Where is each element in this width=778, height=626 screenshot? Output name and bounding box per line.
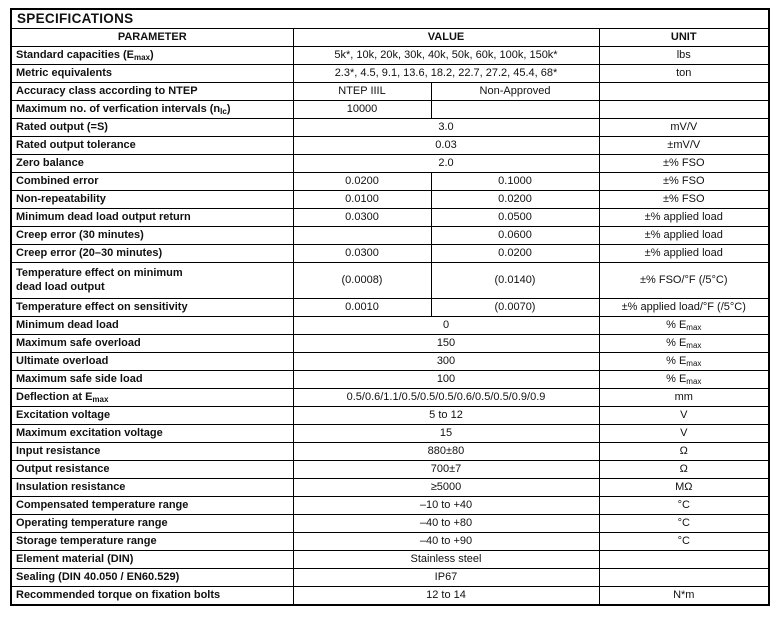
header-row (11, 29, 769, 47)
parameter-cell: Maximum excitation voltage (11, 425, 293, 443)
unit-cell (599, 569, 769, 587)
table-row (11, 335, 769, 353)
value-cell: 0.5/0.6/1.1/0.5/0.5/0.5/0.6/0.5/0.5/0.9/0.9 (293, 389, 599, 407)
parameter-cell: Sealing (DIN 40.050 / EN60.529) (11, 569, 293, 587)
value-cell: 700±7 (293, 461, 599, 479)
parameter-cell: Insulation resistance (11, 479, 293, 497)
value-cell: (0.0008) (293, 263, 431, 299)
parameter-cell: Excitation voltage (11, 407, 293, 425)
value-cell: 0.0200 (431, 245, 599, 263)
parameter-cell: Non-repeatability (11, 191, 293, 209)
table-row (11, 65, 769, 83)
spec-table-body (11, 47, 769, 606)
column-header-parameter: PARAMETER (11, 29, 293, 47)
parameter-cell: Ultimate overload (11, 353, 293, 371)
value-cell: IP67 (293, 569, 599, 587)
parameter-cell: Maximum no. of verfication intervals $(n_{lc})$ (11, 101, 293, 119)
unit-cell: ton (599, 65, 769, 83)
parameter-cell: Recommended torque on fixation bolts (11, 587, 293, 606)
value-cell: ≥5000 (293, 479, 599, 497)
table-row (11, 263, 769, 299)
value-cell: 0.0100 (293, 191, 431, 209)
unit-cell: MΩ (599, 479, 769, 497)
value-cell: 0.0200 (431, 191, 599, 209)
value-cell: 0 (293, 317, 599, 335)
parameter-cell: Minimum dead load (11, 317, 293, 335)
parameter-cell: Output resistance (11, 461, 293, 479)
parameter-cell: Accuracy class according to NTEP (11, 83, 293, 101)
value-cell: 150 (293, 335, 599, 353)
parameter-cell: Rated output (=S) (11, 119, 293, 137)
title-row (11, 9, 769, 29)
value-cell: –40 to +90 (293, 533, 599, 551)
table-row (11, 191, 769, 209)
parameter-cell: Minimum dead load output return (11, 209, 293, 227)
table-row (11, 209, 769, 227)
unit-cell: °C (599, 533, 769, 551)
value-cell: 0.0300 (293, 209, 431, 227)
table-row (11, 461, 769, 479)
value-cell: 0.0600 (431, 227, 599, 245)
table-row (11, 47, 769, 65)
unit-cell (599, 101, 769, 119)
parameter-cell: Maximum safe side load (11, 371, 293, 389)
value-cell (293, 227, 431, 245)
parameter-cell: Deflection at $E_{max}$ (11, 389, 293, 407)
table-row (11, 479, 769, 497)
table-row (11, 299, 769, 317)
unit-cell: % $E_{max}$ (599, 353, 769, 371)
column-header-unit: UNIT (599, 29, 769, 47)
table-row (11, 119, 769, 137)
table-row (11, 371, 769, 389)
parameter-cell: Operating temperature range (11, 515, 293, 533)
parameter-cell: Temperature effect on minimum dead load output (11, 263, 293, 299)
parameter-cell: Maximum safe overload (11, 335, 293, 353)
unit-cell: °C (599, 515, 769, 533)
unit-cell: % $E_{max}$ (599, 335, 769, 353)
table-row (11, 587, 769, 606)
value-cell: –40 to +80 (293, 515, 599, 533)
value-cell: 10000 (293, 101, 431, 119)
unit-cell: ±% FSO/°F (/5°C) (599, 263, 769, 299)
table-row (11, 551, 769, 569)
unit-cell: Ω (599, 461, 769, 479)
unit-cell: ±% applied load/°F (/5°C) (599, 299, 769, 317)
unit-cell: ±% FSO (599, 155, 769, 173)
value-cell: 0.0300 (293, 245, 431, 263)
specifications-table (10, 8, 770, 606)
value-cell: 5 to 12 (293, 407, 599, 425)
value-cell: 0.0200 (293, 173, 431, 191)
table-row (11, 443, 769, 461)
table-row (11, 227, 769, 245)
value-cell: –10 to +40 (293, 497, 599, 515)
value-cell: 880±80 (293, 443, 599, 461)
table-row (11, 497, 769, 515)
table-row (11, 245, 769, 263)
unit-cell: ±mV/V (599, 137, 769, 155)
parameter-cell: Zero balance (11, 155, 293, 173)
table-row (11, 83, 769, 101)
value-cell: 5k*, 10k, 20k, 30k, 40k, 50k, 60k, 100k, 150k* (293, 47, 599, 65)
parameter-cell: Compensated temperature range (11, 497, 293, 515)
parameter-cell: Rated output tolerance (11, 137, 293, 155)
unit-cell: lbs (599, 47, 769, 65)
unit-cell: °C (599, 497, 769, 515)
parameter-cell: Temperature effect on sensitivity (11, 299, 293, 317)
table-row (11, 425, 769, 443)
unit-cell: mm (599, 389, 769, 407)
unit-cell: V (599, 425, 769, 443)
unit-cell: mV/V (599, 119, 769, 137)
parameter-cell: Creep error (30 minutes) (11, 227, 293, 245)
value-cell: 100 (293, 371, 599, 389)
parameter-cell: Storage temperature range (11, 533, 293, 551)
value-cell: 15 (293, 425, 599, 443)
unit-cell: Ω (599, 443, 769, 461)
value-cell: (0.0140) (431, 263, 599, 299)
unit-cell: ±% applied load (599, 245, 769, 263)
table-row (11, 533, 769, 551)
table-title: SPECIFICATIONS (11, 9, 769, 29)
unit-cell: V (599, 407, 769, 425)
value-cell: 3.0 (293, 119, 599, 137)
value-cell: 300 (293, 353, 599, 371)
table-row (11, 155, 769, 173)
value-cell: 0.03 (293, 137, 599, 155)
value-cell: 2.0 (293, 155, 599, 173)
value-cell: NTEP IIIL (293, 83, 431, 101)
unit-cell: ±% FSO (599, 191, 769, 209)
parameter-cell: Input resistance (11, 443, 293, 461)
unit-cell: % $E_{max}$ (599, 371, 769, 389)
value-cell: 0.0010 (293, 299, 431, 317)
unit-cell: ±% applied load (599, 227, 769, 245)
parameter-cell: Combined error (11, 173, 293, 191)
unit-cell (599, 551, 769, 569)
value-cell: 12 to 14 (293, 587, 599, 606)
value-cell: (0.0070) (431, 299, 599, 317)
table-row (11, 407, 769, 425)
unit-cell (599, 83, 769, 101)
value-cell: 0.0500 (431, 209, 599, 227)
value-cell: 2.3*, 4.5, 9.1, 13.6, 18.2, 22.7, 27.2, 45.4, 68* (293, 65, 599, 83)
unit-cell: % $E_{max}$ (599, 317, 769, 335)
unit-cell: N*m (599, 587, 769, 606)
parameter-cell: Element material (DIN) (11, 551, 293, 569)
value-cell: 0.1000 (431, 173, 599, 191)
table-row (11, 317, 769, 335)
parameter-cell: Standard capacities $(E_{max})$ (11, 47, 293, 65)
table-row (11, 173, 769, 191)
table-row (11, 569, 769, 587)
table-row (11, 101, 769, 119)
table-row (11, 515, 769, 533)
value-cell: Stainless steel (293, 551, 599, 569)
column-header-value: VALUE (293, 29, 599, 47)
table-row (11, 137, 769, 155)
parameter-cell: Creep error (20–30 minutes) (11, 245, 293, 263)
value-cell (431, 101, 599, 119)
table-row (11, 353, 769, 371)
value-cell: Non-Approved (431, 83, 599, 101)
parameter-cell: Metric equivalents (11, 65, 293, 83)
table-row (11, 389, 769, 407)
unit-cell: ±% applied load (599, 209, 769, 227)
unit-cell: ±% FSO (599, 173, 769, 191)
